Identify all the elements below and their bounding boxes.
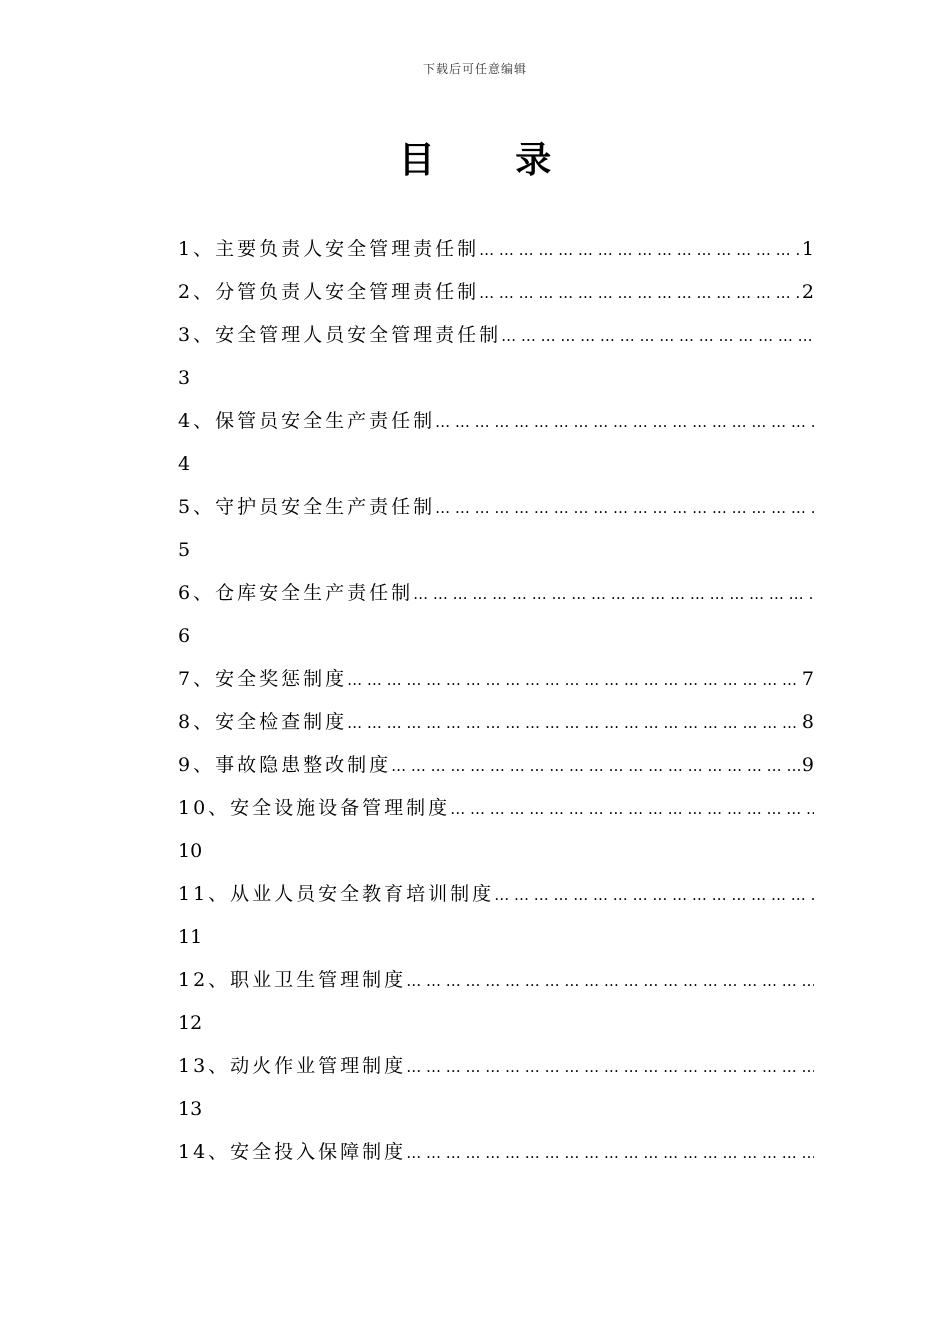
dot-leader — [435, 487, 814, 529]
dot-leader — [406, 960, 814, 1002]
toc-entry-label: 2、分管负责人安全管理责任制 — [178, 281, 480, 303]
toc-entry[interactable] — [178, 400, 814, 443]
toc-entry[interactable] — [178, 486, 814, 529]
toc-entry[interactable] — [178, 701, 814, 744]
dot-leader — [347, 659, 800, 701]
toc-entry-label: 8、安全检查制度 — [178, 711, 348, 733]
toc-entry[interactable] — [178, 873, 814, 916]
toc-entry-page-number: 4 — [178, 453, 191, 475]
dot-leader — [479, 229, 800, 271]
toc-entry-page-number: 2 — [801, 281, 814, 303]
dot-leader — [406, 1132, 814, 1174]
toc-entry-label: 10、安全设施设备管理制度 — [178, 797, 451, 819]
toc-entry-label: 12、职业卫生管理制度 — [178, 969, 407, 991]
toc-entry-label: 14、安全投入保障制度 — [178, 1141, 407, 1163]
toc-entry-label: 7、安全奖惩制度 — [178, 668, 348, 690]
page-title: 目 录 — [398, 139, 586, 181]
dot-leader — [406, 1046, 814, 1088]
toc-entry-page-number: 6 — [178, 625, 191, 647]
toc-entry-label: 6、仓库安全生产责任制 — [178, 582, 414, 604]
dot-leader — [347, 702, 800, 744]
dot-leader — [413, 573, 814, 615]
toc-entry-label: 1、主要负责人安全管理责任制 — [178, 238, 480, 260]
toc-entry[interactable] — [178, 228, 814, 271]
dot-leader — [479, 272, 800, 314]
toc-entry[interactable] — [178, 572, 814, 615]
toc-entry[interactable] — [178, 658, 814, 701]
toc-entry-page-number: 10 — [178, 840, 203, 862]
toc-entry[interactable] — [178, 314, 814, 357]
toc-entry-page-number: 12 — [178, 1012, 203, 1034]
dot-leader — [494, 874, 814, 916]
toc-entry[interactable] — [178, 744, 814, 787]
toc-entry[interactable] — [178, 787, 814, 830]
dot-leader — [501, 315, 814, 357]
toc-entry[interactable] — [178, 959, 814, 1002]
toc-entry-page-number: 11 — [178, 926, 203, 948]
toc-entry-label: 5、守护员安全生产责任制 — [178, 496, 436, 518]
toc-entry-page-number: 5 — [178, 539, 191, 561]
toc-entry-page-number: 1 — [801, 238, 814, 260]
toc-entry[interactable] — [178, 1045, 814, 1088]
dot-leader — [391, 745, 800, 787]
table-of-contents — [178, 228, 814, 1174]
toc-entry-label: 13、动火作业管理制度 — [178, 1055, 407, 1077]
toc-entry[interactable] — [178, 1131, 814, 1174]
toc-entry-label: 9、事故隐患整改制度 — [178, 754, 392, 776]
toc-entry-label: 11、从业人员安全教育培训制度 — [178, 883, 495, 905]
toc-entry-label: 4、保管员安全生产责任制 — [178, 410, 436, 432]
header-note: 下载后可任意编辑 — [422, 62, 527, 76]
toc-entry-page-number: 13 — [178, 1098, 203, 1120]
toc-entry-page-number: 9 — [801, 754, 814, 776]
toc-entry-page-number: 8 — [801, 711, 814, 733]
dot-leader — [435, 401, 814, 443]
toc-entry-page-number: 7 — [801, 668, 814, 690]
dot-leader — [450, 788, 814, 830]
toc-entry-page-number: 3 — [178, 367, 191, 389]
toc-entry-label: 3、安全管理人员安全管理责任制 — [178, 324, 502, 346]
toc-entry[interactable] — [178, 271, 814, 314]
